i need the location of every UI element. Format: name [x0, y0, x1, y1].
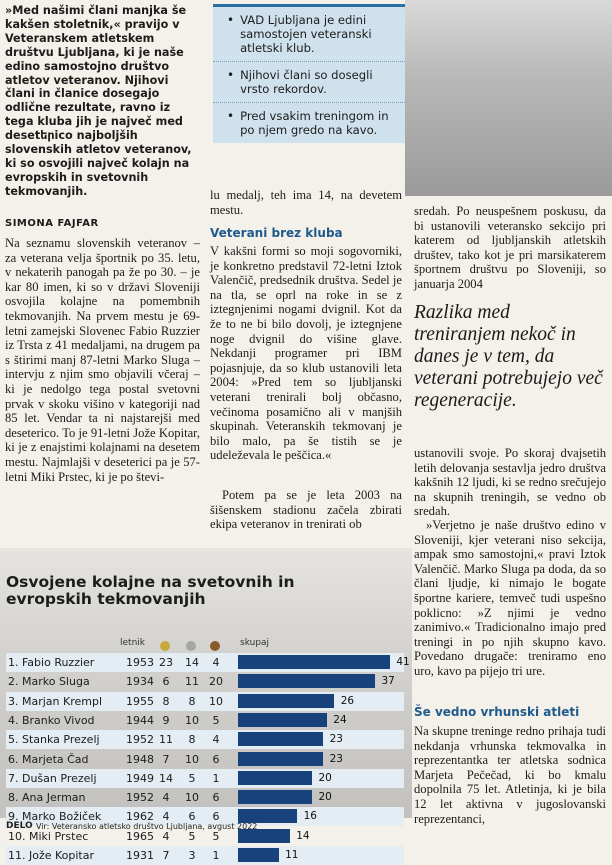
total-value: 23 [329, 752, 343, 765]
total-value: 20 [318, 771, 332, 784]
gold-count: 7 [162, 752, 170, 766]
bronze-medal-icon [210, 641, 220, 651]
bronze-count: 4 [212, 656, 220, 669]
total-value: 14 [296, 829, 310, 842]
silver-count: 10 [185, 791, 199, 805]
athlete-name: 5. Stanka Prezelj [8, 733, 100, 747]
silver-count: 6 [188, 810, 196, 824]
total-bar [238, 713, 327, 727]
column2-body-2: Potem pa se je leta 2003 na šišenskem stadionu začela zbirati ekipa veteranov in trenirati ob [210, 488, 402, 532]
athlete-name: 10. Miki Prstec [8, 829, 89, 843]
chart-row [6, 788, 404, 807]
total-bar [238, 848, 279, 862]
silver-count: 10 [185, 752, 199, 766]
chart-row [6, 672, 404, 691]
bullet-box [213, 4, 405, 143]
chart-row [6, 711, 404, 730]
silver-count: 5 [188, 829, 196, 843]
total-bar [238, 752, 323, 766]
bronze-count: 5 [212, 829, 220, 843]
chart-row [6, 653, 410, 672]
birth-year: 1962 [126, 810, 154, 824]
birth-year: 1944 [126, 713, 154, 727]
gold-count: 7 [162, 849, 170, 862]
birth-year: 1931 [126, 849, 154, 862]
birth-year: 1952 [126, 733, 154, 747]
footer-logo: DELO [6, 821, 33, 831]
athlete-name: 4. Branko Vivod [8, 713, 95, 727]
column3-body-2: Na skupne treninge redno prihaja tudi nekdanja vrhunska tekmovalka in reprezentantka ter atletska sodnica Marjeta Pečečad, ki bo kmalu dopolnila 75 let. Atletinja, ki je bila 12 let aktivna v jugoslovanski reprezentanci, [414, 724, 606, 826]
chart-row [6, 692, 404, 711]
gold-count: 23 [159, 656, 173, 669]
gold-count: 14 [159, 771, 173, 785]
total-bar [238, 674, 375, 688]
photo-background-top [405, 0, 612, 196]
bullet-item: • Njihovi člani so dosegli vrsto rekordov. [213, 62, 405, 103]
bullet-item: • Pred vsakim treningom in po njem gredo na kavo. [227, 109, 389, 137]
birth-year: 1934 [126, 675, 154, 689]
chart-header-letnik: letnik [120, 638, 145, 648]
column1-body: Na seznamu slovenskih veteranov – za veterana velja športnik po 35. letu, v nekaterih panogah pa že po 30. – je kar 80 imen, ki so v državi Sloveniji osvojila kolajne na pomembnih tekmovanjih. Na prvem mestu je 69-letni zamejski Slovenec Fabio Ruzzier iz Trsta z 41 medaljami, na drugem pa s štirimi manj 87-letni Marko Sluga – intervju z njim smo objavili včeraj – ki je nedolgo tega postal svetovni prvak v skoku višino v kategoriji nad 85 let. Vendar ta ni najstarejši med deseterico. To je 91-letni Jože Kopitar, ki je z enajstimi kolajnami na desetem mestu. Najmlajši v deseterici pa je 57-letni Miki Prstec, ki je po števi- [5, 236, 200, 484]
total-value: 24 [333, 713, 347, 726]
subhead-veterani: Veterani brez kluba [210, 226, 343, 240]
total-bar [238, 790, 312, 804]
lead-paragraph: »Med našimi člani manjka še kakšen stoletnik,« pravijo v Veteranskem atletskem društvu Ljubljana, ki je naše edino samostojno društvo atletov veteranov. Njihovi člani in članice dosegajo odlične rezultate, ravno iz tega kluba jih je največ med desetերico najboljših slovenskih atletov veteranov, ki so osvojili največ kolajn na evropskih in svetovnih tekmovanjih. [5, 4, 192, 198]
birth-year: 1949 [126, 771, 154, 785]
bullet-item: • VAD Ljubljana je edini samostojen veteranski atletski klub. [213, 7, 405, 62]
bronze-count: 20 [209, 675, 223, 689]
silver-count: 8 [188, 694, 196, 708]
gold-count: 8 [162, 694, 170, 708]
athlete-name: 6. Marjeta Čad [8, 752, 89, 766]
total-value: 26 [340, 694, 355, 707]
athlete-name: 2. Marko Sluga [8, 675, 90, 689]
athlete-name: 3. Marjan Krempl [8, 694, 103, 708]
gold-count: 4 [162, 829, 170, 843]
athlete-name: 11. Jože Kopitar [8, 849, 95, 862]
total-value: 41 [396, 656, 410, 668]
bronze-count: 1 [212, 771, 220, 785]
bronze-count: 1 [212, 849, 220, 862]
birth-year: 1953 [126, 656, 154, 669]
total-value: 20 [318, 791, 332, 804]
bullet-dot-icon: • [227, 109, 235, 123]
total-bar [238, 732, 323, 746]
subhead-vrhunski: Še vedno vrhunski atleti [414, 705, 580, 719]
footer-source: Vir: Veteransko atletsko društvo Ljubljana, avgust 2022 [36, 822, 258, 831]
birth-year: 1952 [126, 791, 154, 805]
gold-count: 6 [162, 675, 170, 689]
bronze-count: 10 [209, 694, 223, 708]
column3-body: »Verjetno je naše društvo edino v Sloveniji, kjer veterani niso sekcija, ampak smo samostojni,« pravi Iztok Valenčič. Marko Sluga pa doda, da so člani ljudje, ki nimajo le bogate športne kariere, temveč tudi uspešno poklicno: »Z njimi je vedno zanimivo.« Tradicionalno imajo pred treningi in po njih skupno kavo. Povedano drugače: treniramo eno uro, kavo pa pijejo tri ure. [414, 518, 606, 678]
total-bar [238, 655, 390, 669]
column3-top: sredah. Po neuspešnem poskusu, da bi ustanovili veteransko sekcijo pri katerem od ljubljanskih atletskih društev, tako kot je pri marsikaterem športnem društvu po Sloveniji, so januarja 2004 [414, 204, 606, 291]
chart-title: Osvojene kolajne na svetovnih in evropskih tekmovanjih [6, 573, 295, 608]
silver-medal-icon [186, 641, 196, 651]
bronze-count: 4 [212, 733, 220, 747]
birth-year: 1955 [126, 694, 154, 708]
chart-header-skupaj: skupaj [240, 638, 270, 648]
bronze-count: 6 [212, 791, 220, 805]
total-bar [238, 694, 334, 708]
chart-row [6, 750, 404, 769]
byline: SIMONA FAJFAR [5, 218, 99, 229]
silver-count: 10 [185, 713, 199, 727]
chart-row [6, 769, 404, 788]
column2-body: V kakšni formi so moji sogovorniki, je konkretno predstavil 72-letni Iztok Valenčič, predsednik društva. Sedel je na tla, se oprl na roke in se z iztegnjenimi nogami dvignil. Kot da že to ne bi bilo dovolj, je iztegnjene noge dvignil do višine glave. Nekdanji programer pri IBM pojasnjuje, da so klub ustanovili leta 2004: »Pred tem so ljubljanski veterani trenirali bolj občasno, večinoma posamično ali v manjših skupinah. Veteranskih tekmovanj je bilo malo, pa še tistih se je udeleževala le peščica.« [210, 244, 402, 463]
total-value: 11 [285, 849, 299, 861]
total-value: 37 [381, 675, 395, 688]
gold-medal-icon [160, 641, 170, 651]
total-bar [238, 771, 312, 785]
pull-quote: Razlika med treniranjem nekoč in danes je v tem, da veterani potrebujejo več regeneracije. [414, 302, 603, 411]
athlete-name: 7. Dušan Prezelj [8, 771, 97, 785]
gold-count: 4 [162, 810, 170, 824]
gold-count: 4 [162, 791, 170, 805]
column2-top: lu medalj, teh ima 14, na devetem mestu. [210, 188, 402, 217]
silver-count: 8 [188, 733, 196, 747]
total-value: 23 [329, 733, 343, 746]
silver-count: 11 [185, 675, 199, 689]
athlete-name: 9. Marko Božiček [8, 810, 102, 824]
birth-year: 1948 [126, 752, 154, 766]
silver-count: 14 [185, 656, 199, 669]
athlete-name: 8. Ana Jerman [8, 791, 86, 805]
bronze-count: 6 [212, 810, 220, 824]
athlete-name: 1. Fabio Ruzzier [8, 656, 95, 669]
silver-count: 5 [188, 771, 196, 785]
bullet-dot-icon: • [227, 68, 235, 82]
birth-year: 1965 [126, 829, 154, 843]
bullet-dot-icon: • [227, 13, 235, 27]
bronze-count: 5 [212, 713, 220, 727]
column3-mid: ustanovili svoje. Po skoraj dvajsetih letih delovanja sestavlja jedro društva kakšnih 12 ljudi, ki se redno srečujejo na skupnih treningih, se vedno ob sredah. [414, 446, 606, 519]
chart-row [6, 730, 404, 749]
gold-count: 11 [159, 733, 173, 747]
bronze-count: 6 [212, 752, 220, 766]
silver-count: 3 [188, 849, 196, 862]
total-value: 16 [303, 810, 317, 823]
gold-count: 9 [162, 713, 170, 727]
chart-row [6, 846, 404, 865]
